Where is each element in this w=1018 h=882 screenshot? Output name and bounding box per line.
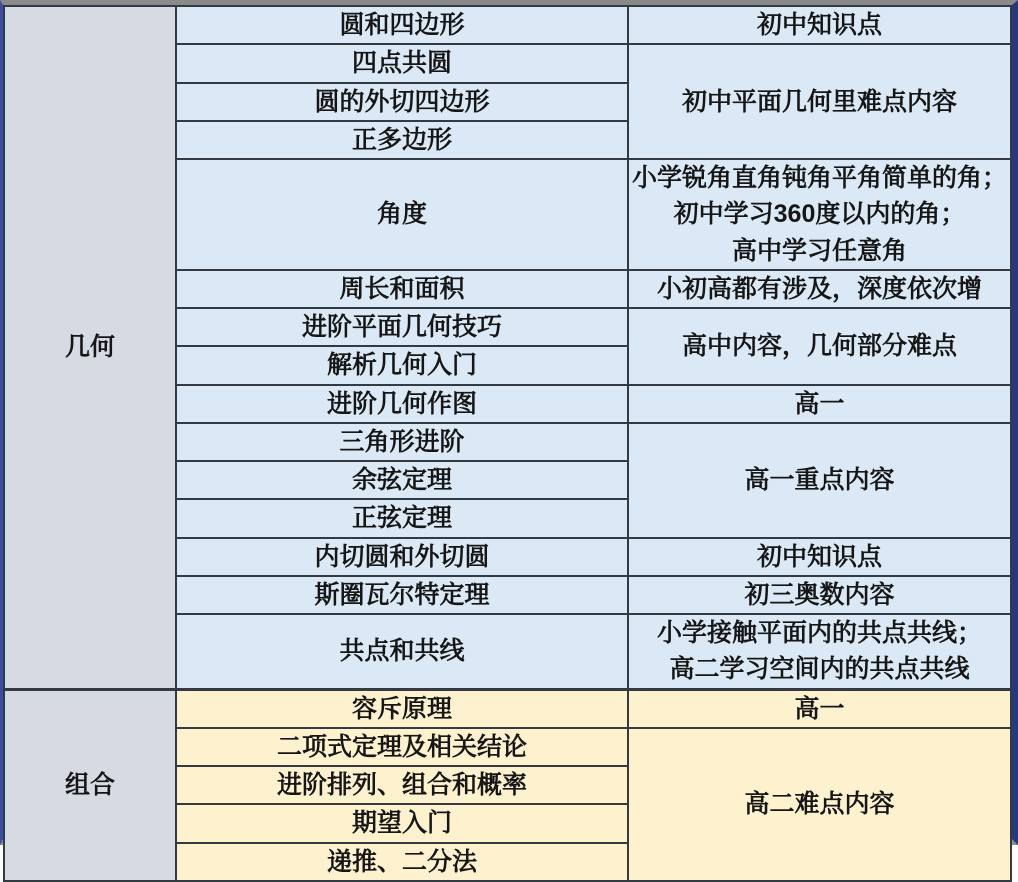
topic-cell: 周长和面积 (176, 270, 628, 308)
note-cell (628, 159, 1011, 270)
note-cell: 高二难点内容 (628, 728, 1011, 881)
category-cell-geometry: 几何 (4, 6, 176, 689)
topic-cell: 四点共圆 (176, 44, 628, 82)
note-line: 高二学习空间内的共点共线 (669, 655, 970, 684)
table-row (4, 6, 1011, 44)
knowledge-table (3, 5, 1012, 882)
topic-cell: 圆和四边形 (176, 6, 628, 44)
category-cell-combinatorics: 组合 (4, 689, 176, 881)
topic-cell: 余弦定理 (176, 461, 628, 499)
note-line: 高中学习任意角 (731, 236, 907, 265)
topic-cell: 进阶排列、组合和概率 (176, 766, 628, 804)
topic-cell: 进阶平面几何技巧 (176, 308, 628, 346)
note-cell: 初中平面几何里难点内容 (628, 44, 1011, 159)
topic-cell: 解析几何入门 (176, 346, 628, 384)
note-cell: 高一 (628, 689, 1011, 728)
topic-cell: 递推、二分法 (176, 843, 628, 881)
topic-cell: 共点和共线 (176, 614, 628, 689)
note-line: 小学锐角直角钝角平角简单的角； (631, 164, 1007, 192)
note-cell: 高中内容，几何部分难点 (628, 308, 1011, 385)
topic-cell: 二项式定理及相关结论 (176, 728, 628, 766)
note-line: 小学接触平面内的共点共线； (656, 619, 982, 647)
topic-cell: 内切圆和外切圆 (176, 538, 628, 576)
note-cell: 小初高都有涉及，深度依次增 (628, 270, 1011, 308)
topic-cell: 正多边形 (176, 121, 628, 159)
topic-cell: 三角形进阶 (176, 423, 628, 461)
note-cell: 初三奥数内容 (628, 576, 1011, 614)
table-row (4, 689, 1011, 728)
topic-cell: 期望入门 (176, 804, 628, 842)
note-cell: 高一重点内容 (628, 423, 1011, 538)
note-cell: 初中知识点 (628, 6, 1011, 44)
topic-cell: 容斥原理 (176, 689, 628, 728)
note-cell: 高一 (628, 385, 1011, 423)
note-cell: 初中知识点 (628, 538, 1011, 576)
topic-cell: 角度 (176, 159, 628, 270)
note-line: 初中学习360度以内的角； (673, 200, 966, 229)
topic-cell: 斯圈瓦尔特定理 (176, 576, 628, 614)
note-cell (628, 614, 1011, 689)
topic-cell: 圆的外切四边形 (176, 83, 628, 121)
topic-cell: 正弦定理 (176, 499, 628, 537)
topic-cell: 进阶几何作图 (176, 385, 628, 423)
